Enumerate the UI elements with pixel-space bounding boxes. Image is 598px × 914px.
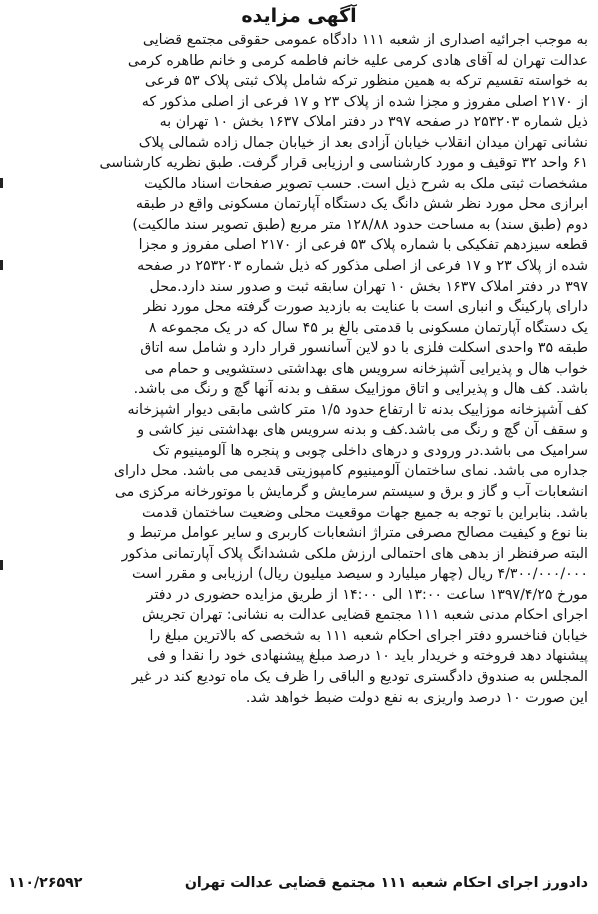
notice-line: المجلس به صندوق دادگستری تودیع و الباقی را ظرف یک ماه تودیع کند در غیر	[131, 668, 588, 685]
notice-line: بنا نوع و کیفیت مصالح مصرفی متراژ انشعابات کاربری و سایر عوامل مرتبط و	[128, 525, 588, 542]
notice-code: ۱۱۰/۲۶۵۹۲	[8, 875, 83, 891]
notice-line: سرامیک می باشد.در ورودی و درهای داخلی چوبی و پنجره ها آلومینیوم تک	[152, 442, 588, 459]
notice-line: ۴/۳۰۰/۰۰۰/۰۰۰ ریال (چهار میلیارد و سیصد میلیون ریال) ارزیابی و مقرر است	[131, 566, 588, 583]
notice-line: این صورت ۱۰ درصد واریزی به نفع دولت ضبط خواهد شد.	[245, 689, 588, 706]
margin-mark	[0, 260, 3, 270]
notice-line: از ۲۱۷۰ اصلی مفروز و مجزا شده از پلاک ۲۳ و ۱۷ فرعی از اصلی مذکور که	[141, 93, 588, 110]
notice-line: مشخصات ثبتی ملک به شرح ذیل است. حسب تصویر صفحات اسناد مالکیت	[144, 175, 588, 192]
notice-line: البته صرفنظر از بدهی های احتمالی ارزش ملکی ششدانگ پلاک آپارتمانی مذکور	[121, 545, 588, 562]
notice-line: خیابان فناخسرو دفتر اجرای احکام شعبه ۱۱۱ به شخصی که بالاترین مبلغ را	[149, 627, 588, 644]
notice-footer	[8, 875, 588, 891]
notice-line: دوم (طبق سند) به مساحت حدود ۱۲۸/۸۸ متر مربع (طبق تصویر سند مالکیت)	[132, 216, 588, 233]
notice-line: دارای پارکینگ و انباری است با عنایت به بازدید صورت گرفته محل مورد نظر	[143, 299, 588, 316]
notice-line: کف آشپزخانه موزاییک بدنه تا ارتفاع حدود ۱/۵ متر کاشی مابقی دیوار اشپزخانه	[127, 401, 588, 418]
notice-line: ۶۱ واحد ۳۲ توقیف و مورد کارشناسی و ارزیابی قرار گرفت. طبق نظریه کارشناسی	[99, 155, 588, 172]
notice-line: جداره می باشد. نمای ساختمان آلومینیوم کامپوزیتی قدیمی می باشد. محل دارای	[113, 463, 588, 480]
margin-mark	[0, 178, 3, 188]
notice-line: پیشنهاد دهد فروخته و خریدار باید ۱۰ درصد مبلغ پیشنهادی خود را نقدا و فی	[147, 648, 588, 665]
notice-line: خواب هال و پذیرایی آشپزخانه سرویس های بهداشتی دستشویی و حمام می	[144, 360, 588, 377]
notice-body	[6, 30, 592, 708]
margin-mark	[0, 560, 3, 570]
notice-line: ۳۹۷ در دفتر املاک ۱۶۳۷ بخش ۱۰ تهران سابقه ثبت و صدور سند دارد.محل	[149, 278, 588, 295]
notice-line: یک دستگاه آپارتمان مسکونی با قدمتی بالغ بر ۴۵ سال که در یک مجموعه ۸	[148, 319, 588, 336]
notice-line: عدالت تهران له آقای هادی کرمی علیه خانم فاطمه کرمی و خانم طاهره کرمی	[127, 52, 588, 69]
notice-line: باشد. بنابراین با توجه به جمیع جهات موقعیت محلی وضعیت ساختمان قدمت	[142, 504, 588, 521]
notice-line: مورخ ۱۳۹۷/۴/۲۵ ساعت ۱۳:۰۰ الی ۱۴:۰۰ از طریق مزایده حضوری در دفتر	[146, 586, 588, 603]
notice-line: باشد. کف هال و پذیرایی و اتاق موزاییک سقف و بدنه آنها گچ و رنگ می باشد.	[133, 381, 588, 398]
notice-line: نشانی تهران میدان انقلاب خیابان آزادی بعد از خیابان جمال زاده شمالی پلاک	[138, 134, 588, 151]
notice-line: ابرازی محل مورد نظر شش دانگ یک دستگاه آپارتمان مسکونی واقع در طبقه	[135, 196, 588, 213]
notice-line: طبقه ۳۵ واحدی اسکلت فلزی با دو لاین آسانسور قرار دارد و شامل سه اتاق	[140, 340, 588, 357]
notice-title: آگهی مزایده	[241, 5, 357, 27]
notice-line: قطعه سیزدهم تفکیکی با شماره پلاک ۵۳ فرعی از ۲۱۷۰ اصلی مفروز و مجزا	[138, 237, 588, 254]
notice-line: به خواسته تقسیم ترکه به همین منظور ترکه شامل پلاک ثبتی پلاک ۵۳ فرعی	[144, 73, 588, 90]
notice-line: ذیل شماره ۲۵۳۲۰۳ در صفحه ۳۹۷ در دفتر املاک ۱۶۳۷ بخش ۱۰ تهران به	[159, 114, 588, 131]
notice-line: شده از پلاک ۲۳ و ۱۷ فرعی از اصلی مذکور که ذیل شماره ۲۵۳۲۰۳ در صفحه	[137, 258, 588, 275]
notice-line: به موجب اجرائیه اصداری از شعبه ۱۱۱ دادگاه عمومی حقوقی مجتمع قضایی	[142, 32, 588, 48]
notice-line: انشعابات آب و گاز و برق و سیستم سرمایش و گرمایش با موتورخانه مرکزی می	[114, 484, 588, 501]
notice-line: اجرای احکام مدنی شعبه ۱۱۱ مجتمع قضایی عدالت به نشانی: تهران تجریش	[142, 607, 588, 624]
notice-line: و سقف آن گچ و رنگ می باشد.کف و بدنه سرویس های بهداشتی نیز کاشی و	[137, 422, 588, 439]
notice-signature: دادورز اجرای احکام شعبه ۱۱۱ مجتمع قضایی عدالت تهران	[184, 875, 588, 891]
